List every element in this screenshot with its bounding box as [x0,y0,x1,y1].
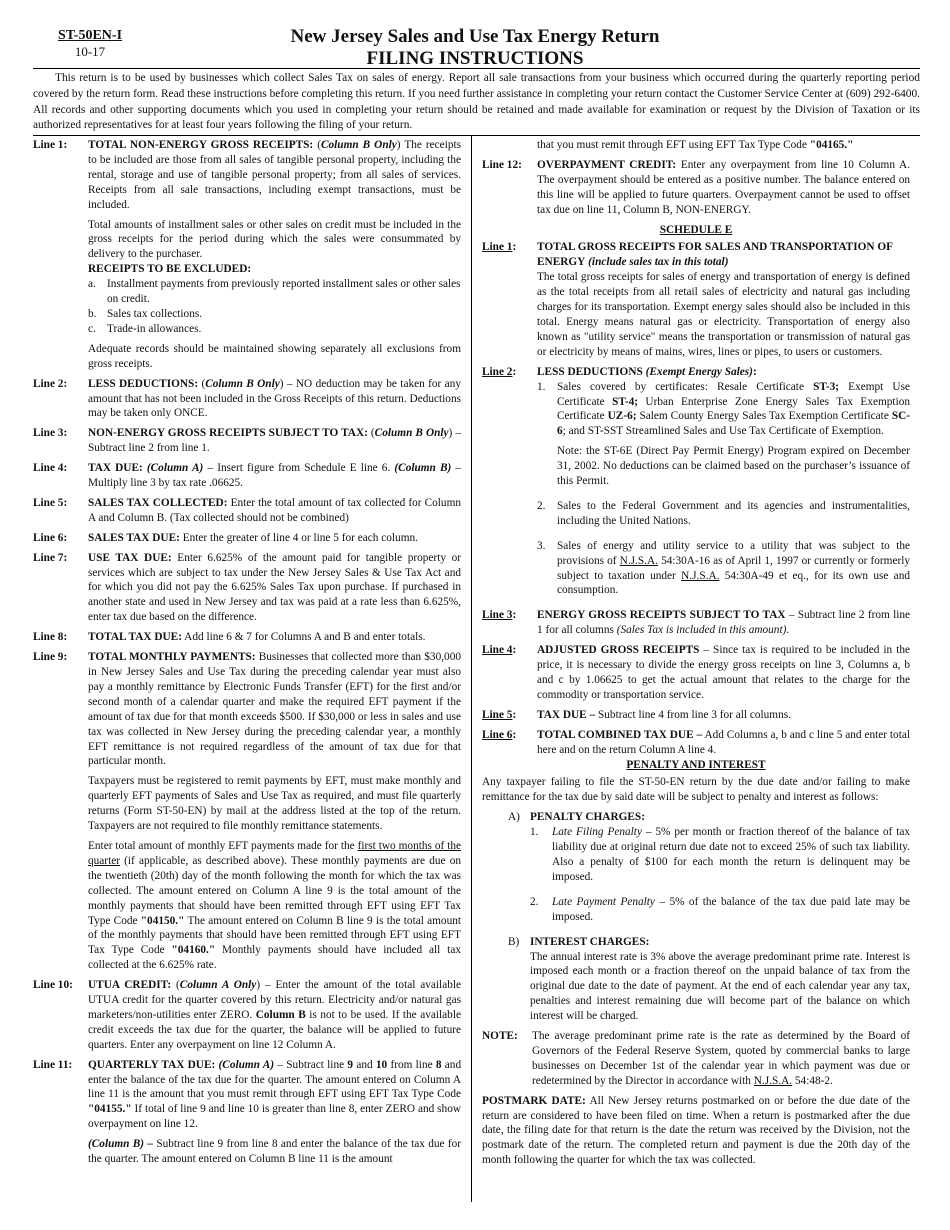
line-label-text: Line 5 [482,708,513,721]
line-heading: ENERGY GROSS RECEIPTS SUBJECT TO TAX [537,609,786,622]
line-heading: NON-ENERGY GROSS RECEIPTS SUBJECT TO TAX: [88,427,368,440]
statute-ref: N.J.S.A. [753,1074,793,1087]
line-3-instructions: Line 3: NON-ENERGY GROSS RECEIPTS SUBJECT TO TAX: (Column B Only) – Subtract line 2 from line 1. [33,427,461,455]
list-key: b. [88,307,97,320]
line-heading: UTUA CREDIT: [88,979,172,992]
list-key: a. [88,278,96,291]
list-item [537,380,910,494]
column-note: Column B [255,1008,306,1021]
line-label-text: Line 3 [482,609,513,622]
heading-colon: : [752,365,757,378]
line-label: Line 10: [33,979,73,992]
form-ref: UZ-6; [607,410,637,423]
list-key: 2. [537,499,546,512]
line-label-colon: : [512,728,517,741]
line-label: Line 6: [33,531,68,544]
list-item [537,539,910,604]
penalty-intro: Any taxpayer failing to file the ST-50-EN return by the due date and/or failing to make remittance for the tax due by said date will be subject to penalty and interest as follows: [482,776,910,804]
exclusions-list [88,277,461,337]
eft-code: "04160." [171,944,216,957]
line-5-instructions [33,496,461,526]
list-item [88,307,461,322]
list-key: 2. [530,895,539,908]
form-ref: ST-4; [612,395,639,408]
header-divider [33,68,920,69]
list-item [88,322,461,337]
postmark-heading: POSTMARK DATE: [482,1094,586,1107]
line-text: Businesses that collected more than $30,000 in New Jersey Sales and Use Tax during the preceding calendar year must also pay a monthly remittance by Electronic Funds Transfer (EFT) for the first and/or second month of a calendar quarter and make the required EFT payment if the amount of tax due for that month exceeds $500. If $30,000 or less in sales and use tax was collected in New Jersey during the preceding calendar year, a monthly EFT remittance is not required regardless of the amount of tax due for that particular month. [88,651,461,768]
line-text: The average predominant prime rate is the rate as determined by the Board of Governors of the Federal Reserve System, quoted by commercial banks to large businesses on December 1st of the calendar year in which payment was due or redetermined by the Director in accordance with [532,1030,910,1087]
line-text: Total amounts of installment sales or other sales on credit must be included in the gross receipts for the period during which the sales were consummated by delivery to the purchaser. [88,218,461,261]
line-label-colon: : [512,644,517,657]
line-text: Salem County Energy Sales Tax Exemption Certificate [639,410,889,423]
line-heading: TOTAL NON-ENERGY GROSS RECEIPTS: [88,139,314,151]
line-text: – 5% of the balance of the tax due paid late may be imposed. [552,895,910,923]
line-text: Add line 6 & 7 for Columns A and B and enter totals. [184,631,426,644]
column-note: (Exempt Energy Sales) [645,365,753,378]
list-key: 3. [537,539,546,552]
prime-rate-note [482,1029,910,1089]
line-label: Line 2: [33,377,68,390]
line-text: The annual interest rate is 3% above the average predominant prime rate. Interest is imposed each month or a fraction thereof on the unpaid balance of tax from the original due date to the date of payment. At the end of each calendar year any tax, penalties and interest remaining due will become part of the balance on which interest will be charged. [530,950,910,1023]
column-note: (Column A) [218,1058,275,1071]
line-text: Add Columns a, b and c line 5 and enter total here and on the return Column A line 4. [537,728,910,756]
line-heading: TOTAL TAX DUE: [88,631,182,644]
line-text: – Enter the amount of the total available UTUA credit for the quarter covered by this return. Electricity and/or natural gas marketers/non-utilities enter ZERO. [88,979,462,1021]
line-label [482,643,537,703]
line-label: Line 1: [33,139,68,151]
line-text: Taxpayers must be registered to remit payments by EFT, must make monthly and quarterly EFT payments of Sales and Use Tax as required, and must file quarterly returns (Form ST-50-EN) by mail at the address listed at the top of the return. Taxpayers are not required to file monthly remittance statements. [88,775,461,833]
intro-paragraph: This return is to be used by businesses which collect Sales Tax on sales of energy. Report all sale transactions from your business which occurred during the quarterly reporting period covered by the return form. Read these instructions before completing this return. If you need further assistance in completing your return contact the Customer Service Center at (609) 292-6400. All records and other supporting documents which you used in completing your return should be retained and made available for examination or request by the Division of Taxation or its authorized representatives for at least four years following the filing of your return. [33,72,920,132]
line-heading: QUARTERLY TAX DUE: [88,1058,216,1071]
list-key: 1. [530,826,539,839]
line-12-instructions [482,158,910,218]
line-text: Note: the ST-6E (Direct Pay Permit Energy) Program expired on December 31, 2002. No deductions can be claimed based on the purchaser’s issuance of this Permit. [557,445,910,488]
line-label: Line 11: [33,1058,73,1071]
penalty-name: Late Filing Penalty [552,826,642,839]
schedule-e-line-5 [482,708,910,723]
line-heading: TOTAL MONTHLY PAYMENTS: [88,651,256,664]
line-heading: USE TAX DUE: [88,551,172,564]
list-value: Sales tax collections. [107,307,203,320]
line-text: – Subtract line 2 from line 1. [88,427,461,455]
page-title [200,26,750,70]
column-note: Column B Only [205,377,280,390]
line-ref: 8 [435,1058,442,1071]
list-value: Installment payments from previously reported installment sales or other sales on credit. [107,278,461,306]
schedule-e-line-3 [482,608,910,638]
line-label: Line 7: [33,551,68,564]
line-text: If total of line 9 and line 10 is greater than line 8, enter ZERO and show overpayment on line 12. [88,1103,461,1131]
line-label-text: Line 6 [482,728,513,741]
line-text: Exempt Use Certificate [557,380,910,408]
list-key: 1. [537,380,546,393]
line-ref: 10 [375,1058,388,1071]
form-ref: SC-6 [557,410,911,438]
line-label: Line 5: [33,496,68,509]
line-label-colon: : [512,708,517,721]
line-label: Line 3: [33,427,68,440]
line-text: The total gross receipts for sales of energy and transportation of energy is defined as the total receipts from all retail sales of electricity and natural gas including charges for its transportation. Exempt energy sales should also be included in this total. Energy means natural gas or electricity. Transportation of energy also known as "utility service" means the transportation or transmission of natural gas or electricity by means of mains, wires, lines or pipes, to users or customers. [537,271,910,358]
schedule-e-line-6 [482,728,910,758]
column-note: (include sales tax in this total) [588,256,729,269]
penalty-section [482,775,910,1168]
line-text: Monthly payments should have included all tax collected at the 6.625% rate. [88,944,461,972]
statute-ref: N.J.S.A. [681,569,720,582]
line-text: ; and ST-SST Streamlined Sales and Use Tax Certificate of Exemption. [562,425,884,438]
column-note: (Column B) – [88,1138,153,1151]
line-text: Subtract line 4 from line 3 for all columns. [598,708,791,721]
line-text: 54:30A-49 et eq., for its own use and consumption. [557,569,910,597]
line-9-instructions [33,650,461,973]
line-label [482,728,537,758]
line-text: and [356,1058,373,1071]
line-ref: 9 [347,1058,354,1071]
line-text: . [786,624,790,637]
schedule-e-line-1 [482,240,910,359]
penalty-name: Late Payment Penalty [552,895,655,908]
line-1-instructions [33,138,461,372]
column-note: (Sales Tax is included in this amount) [616,624,787,637]
subsection-heading: INTEREST CHARGES: [530,935,650,948]
note-label: NOTE: [482,1030,518,1043]
interest-charges [508,935,910,1024]
intro-divider [33,135,920,136]
line-heading: OVERPAYMENT CREDIT: [537,158,677,171]
line-text: – Multiply line 3 by tax rate .06625. [88,462,462,490]
line-heading: TAX DUE: [88,462,143,475]
line-text: Enter the total amount of tax collected for Column A and Column B. (Tax collected should not be combined) [88,496,462,524]
column-divider [471,136,472,1202]
line-text: Enter 6.625% of the amount paid for tangible property or services which are subject to tax under the New Jersey Sales & Use Tax Act and for which you did not pay the 6.625% Sales Tax upon purchase. If purchased in another state and used in New Jersey and tax was paid at a rate less than 6.625%, enter tax due based on the difference. [88,551,462,624]
line-heading: TOTAL COMBINED TAX DUE – [537,728,703,741]
line-text: Adequate records should be maintained showing separately all exclusions from gross receipts. [88,342,461,370]
line-6-instructions [33,531,461,546]
line-label-text: Line 4 [482,644,513,657]
line-text: Sales covered by certificates: Resale Certificate [557,380,804,393]
title-line-2: FILING INSTRUCTIONS [366,48,584,69]
line-text: The amount entered on Column B line 9 is the total amount of the monthly payments that should have been remitted through EFT using EFT Tax Type Code [88,914,461,957]
line-text: Subtract line 9 from line 8 and enter the balance of the tax due for the quarter. The amount entered on Column B line 11 is the amount [88,1138,462,1166]
line-label [482,708,537,723]
line-text: Sales of energy and utility service to a utility that was subject to the provisions of [557,539,910,567]
underlined-text: first two months of the quarter [88,839,462,867]
column-note: Column B Only [374,427,449,440]
line-label [482,608,537,638]
line-label-text: Line 2 [482,365,513,378]
left-column [33,138,461,1172]
line-label-colon: : [512,609,517,622]
line-text: from line [390,1058,433,1071]
deductions-list [537,380,910,604]
right-column [482,138,910,1173]
line-10-instructions: Line 10: UTUA CREDIT: (Column A Only) – Enter the amount of the total available UTUA credit for the quarter covered by this return. Electricity and/or natural gas marketers/non-utilities enter ZERO. Column B is not to be used. If the available credit exceeds the tax due for the quarter, the balance will be applied to future quarters. Enter any overpayment on line 12 Column A. [33,979,462,1051]
column-note: Column B Only [320,139,397,151]
subsection-heading: PENALTY CHARGES: [530,811,645,824]
penalty-interest-heading: PENALTY AND INTEREST [626,758,766,771]
postmark-date [482,1094,910,1169]
list-value: Trade-in allowances. [107,322,202,335]
line-text: that you must remit through EFT using EFT Tax Type Code [537,139,807,151]
exclusions-heading: RECEIPTS TO BE EXCLUDED: [88,263,252,276]
line-text: – Subtract line [277,1058,345,1071]
line-text: Enter the greater of line 4 or line 5 for each column. [182,531,418,544]
line-heading: ADJUSTED GROSS RECEIPTS [537,644,700,657]
line-label [482,365,537,604]
form-date: 10-17 [74,44,106,59]
line-text: is not to be used. If the available credit exceeds the tax due for the quarter, the balance will be applied to future quarters. Enter any overpayment on line 12 Column A. [88,1008,461,1051]
schedule-e-line-2 [482,365,910,604]
line-text: – 5% per month or fraction thereof of the balance of tax liability due at original return due date not to exceed 25% of such tax liability. Also a penalty of $100 for each month the return is delinquent may be imposed. [552,826,910,883]
column-note: Column A Only [179,979,257,992]
form-code: ST-50EN-I [57,28,123,43]
list-item [537,499,910,534]
line-body: TOTAL NON-ENERGY GROSS RECEIPTS: (Column B Only) The receipts to be included are those from all sales of tangible personal property, including the rental, storage and use of tangible personal property; from all sales of services. Receipts from all sale transactions, including exempt transactions, must be included. Total amounts of installment sales or other sales on credit must be included in the gross receipts for the period during which the sales were consummated by delivery to the purchaser. RECEIPTS TO BE EXCLUDED: a. Installment payments from previously reported installment sales or other sales on credit. b. Sales tax collections. c. Trade-in allowances. Adequate records should be maintained showing separately all exclusions from gross receipts. [88,139,462,370]
line-text: All New Jersey returns postmarked on or before the due date of the return are considered to have been filed on time. When a return is postmarked after the due date, the filing date for that return is the date the return was received by the Division, not the postmark date of the return. The completed return and payment is due the 20th day of the month following the quarter for which the tax was collected. [482,1094,910,1167]
line-heading: LESS DEDUCTIONS [537,365,643,378]
schedule-e-heading: SCHEDULE E [659,223,733,236]
line-text: Sales to the Federal Government and its agencies and instrumentalities, including the United Nations. [557,499,910,527]
statute-ref: N.J.S.A. [619,554,658,567]
line-heading: SALES TAX DUE: [88,531,180,544]
line-label [482,240,537,359]
form-ref: ST-3; [813,380,840,393]
line-text: The receipts to be included are those from all sales of tangible personal property, including the rental, storage and use of tangible personal property; from all sales of services. Receipts from all sale transactions, including exempt transactions, must be included. [88,139,462,211]
line-label: Line 12: [482,158,522,171]
schedule-e-line-4 [482,643,910,703]
penalty-charges [508,810,910,934]
line-8-instructions [33,630,461,645]
title-line-1: New Jersey Sales and Use Tax Energy Return [290,26,660,47]
eft-code: "04155." [88,1103,132,1116]
line-heading: TOTAL GROSS RECEIPTS FOR SALES AND TRANSPORTATION OF ENERGY [537,241,893,269]
line-label-text: Line 1 [482,241,513,254]
list-item [88,277,461,307]
penalty-list [530,825,910,929]
form-id-block [55,28,125,60]
line-11-instructions [33,1058,461,1167]
list-item [530,825,910,890]
list-item [530,895,910,930]
list-key: c. [88,322,96,335]
spacer [482,138,537,153]
line-heading: TAX DUE – [537,708,596,721]
line-text: – Subtract line 2 from line 1 for all columns [537,609,911,637]
line-text: (if applicable, as described above). These monthly payments are due on the twentieth (20th) day of the month following the month for which the tax was collected. The amount entered on Column A line 9 is the total amount of the monthly payments that should have been remitted through EFT using EFT Tax Type Code [88,854,461,927]
line-text: 54:30A-16 as of April 1, 1997 or currently or formerly subject to taxation under [557,554,911,582]
line-text: and enter the balance of the tax due for the quarter. The amount entered on Column A line 11 is the amount that you must remit through EFT using EFT Tax Type Code [88,1058,462,1101]
list-key: A) [508,811,520,824]
line-text: – Since tax is required to be included in the price, it is necessary to divide the energy gross receipts on line 3, Columns a, b and c by 1.06625 to get the actual amount that relates to the charge for the commodity or transportation service. [537,644,910,701]
line-text: – NO deduction may be taken for any amount that has not been included in the Gross Receipts of this return. Deductions may be taken only ONCE. [88,377,461,420]
list-key: B) [508,935,520,948]
line-heading: SALES TAX COLLECTED: [88,496,228,509]
eft-code: "04165." [809,139,854,151]
line-label: Line 4: [33,462,68,475]
line-text: 54:48-2. [794,1074,833,1087]
line-text: Urban Enterprise Zone Energy Sales Tax Exemption Certificate [557,395,910,423]
eft-code: "04150." [140,914,185,927]
line-text: Enter any overpayment from line 10 Column A. The overpayment should be entered as a positive number. The balance entered on this line will be applied to future quarters. Overpayment cannot be used to offset tax due on line 11, Column B, NON-ENERGY. [537,158,910,216]
line-label-colon: : [512,365,517,378]
line-4-instructions [33,461,461,491]
column-note: (Column A) [146,462,204,475]
line-2-instructions: Line 2: LESS DEDUCTIONS: (Column B Only) – NO deduction may be taken for any amount that has not been included in the Gross Receipts of this return. Deductions may be taken only ONCE. [33,377,461,420]
line-heading: LESS DEDUCTIONS: [88,377,199,390]
line-label: Line 9: [33,651,68,664]
line-text: – Insert figure from Schedule E line 6. [207,462,391,475]
line-label-colon: : [512,241,517,254]
line-text: Enter total amount of monthly EFT payments made for the [88,839,355,852]
line-label: Line 8: [33,631,68,644]
line-11-continuation [482,138,910,153]
column-note: (Column B) [394,462,452,475]
line-7-instructions [33,551,461,626]
